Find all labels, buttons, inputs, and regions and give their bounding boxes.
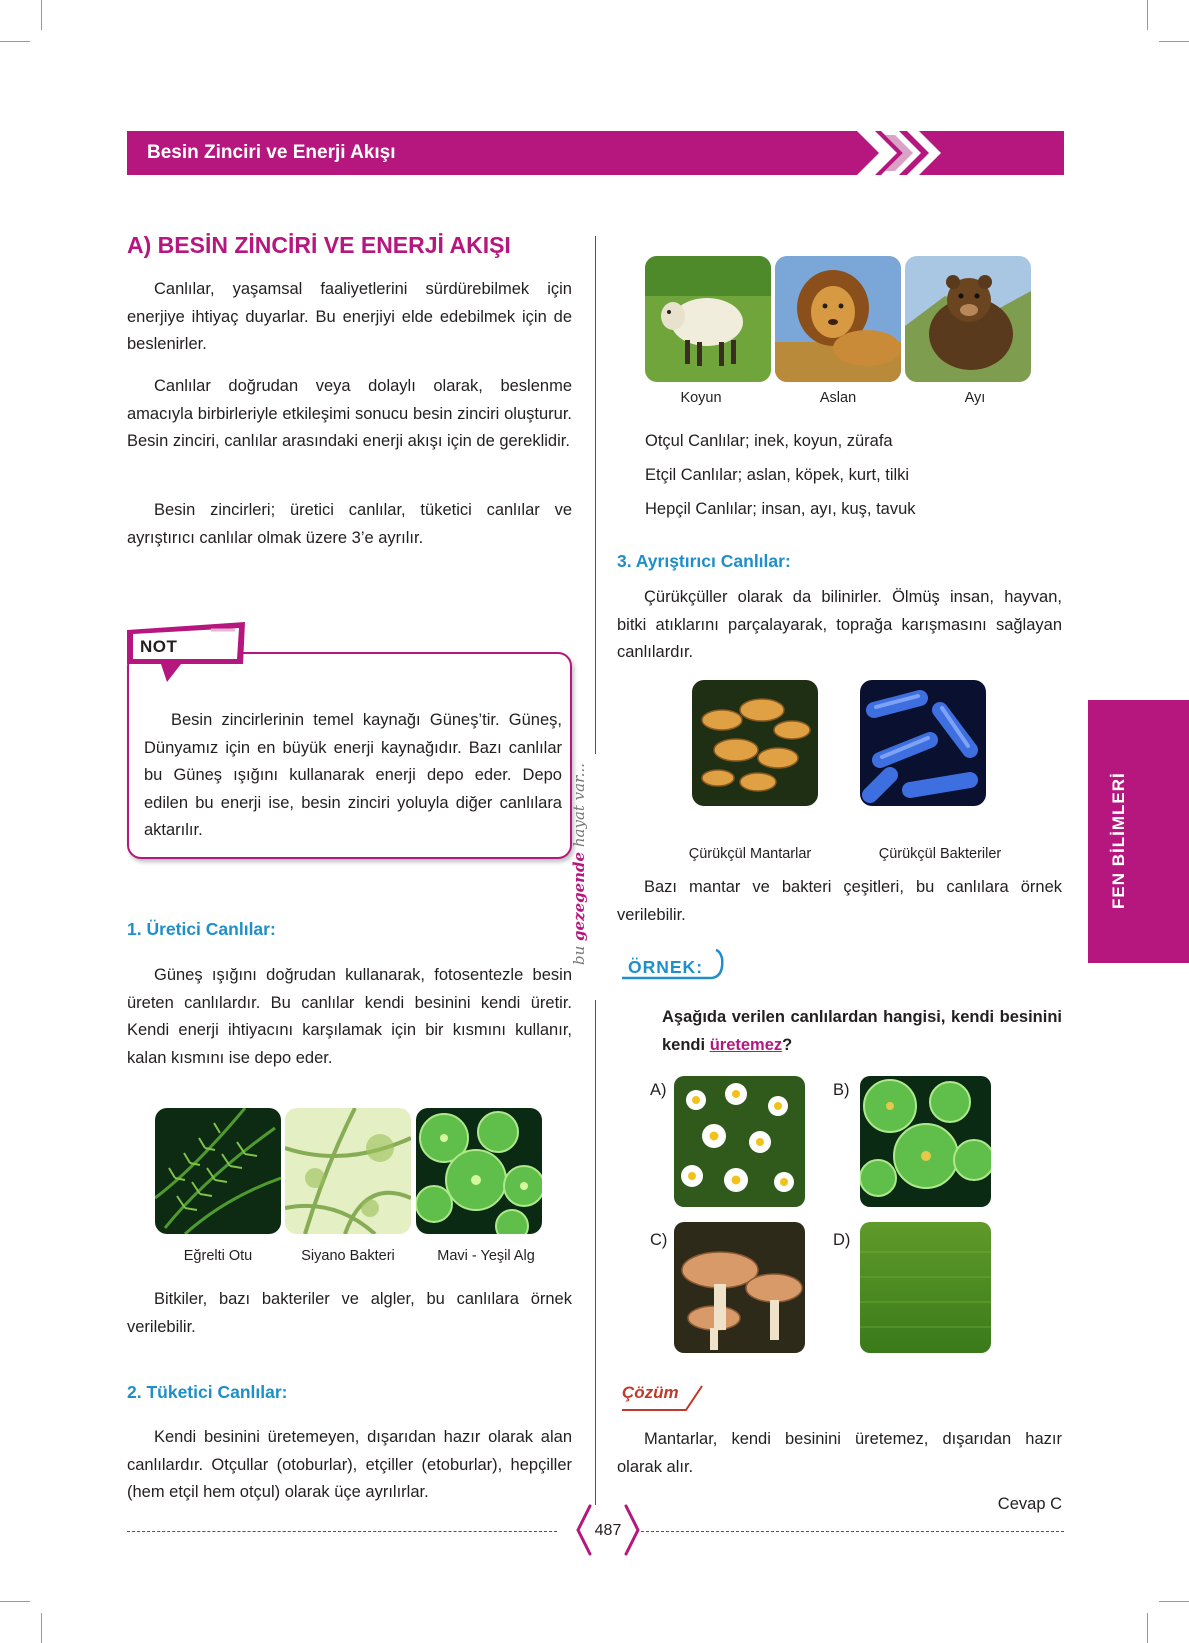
green-algae-option-image (860, 1076, 991, 1207)
consumers-title: 2. Tüketici Canlılar: (127, 1382, 288, 1402)
decomposers-title: 3. Ayrıştırıcı Canlılar: (617, 551, 791, 571)
fern-image (155, 1108, 281, 1234)
image-caption: Aslan (819, 390, 857, 406)
side-tab-label: FEN BİLİMLERİ (1109, 772, 1128, 909)
mushroom-option-image (674, 1222, 805, 1353)
option-label: C) (650, 1231, 668, 1249)
solution-label: Çözüm (622, 1383, 679, 1402)
grass-image (860, 1222, 991, 1353)
intro-paragraph: Canlılar, yaşamsal faaliyetlerini sürdürebilmek için enerjiye ihtiyaç duyarlar. Bu enerjiyi elde edebilmek için de beslenirler. (127, 280, 572, 353)
example-question: Aşağıda verilen canlılardan hangisi, kendi besinini kendi üretemez? (662, 1008, 1062, 1054)
producers-text: Güneş ışığını doğrudan kullanarak, fotosentezle besin üreten canlılardır. Bu canlılar kendi besinini kendi üretir. Kendi enerji ihtiyacını karşılamak için bir kısmını kullanır, kalan kısmını ise depo eder. (127, 966, 572, 1067)
option-label: D) (833, 1231, 851, 1249)
producers-example: Bitkiler, bazı bakteriler ve algler, bu canlılara örnek verilebilir. (127, 1290, 572, 1336)
sheep-image (645, 256, 771, 382)
header-title: Besin Zinciri ve Enerji Akışı (147, 142, 396, 163)
crop-mark (1147, 0, 1148, 30)
decomposers-example: Bazı mantar ve bakteri çeşitleri, bu canlılara örnek verilebilir. (617, 878, 1062, 924)
side-tab (1088, 700, 1189, 963)
crop-mark (0, 41, 30, 42)
producers-title: 1. Üretici Canlılar: (127, 919, 276, 939)
consumer-type-line: Etçil Canlılar; aslan, köpek, kurt, tilki (645, 466, 910, 484)
image-caption: Çürükçül Mantarlar (688, 846, 812, 862)
crop-mark (1147, 1613, 1148, 1643)
page-number: 487 (594, 1522, 622, 1539)
option-label: A) (650, 1081, 667, 1099)
image-caption: Koyun (680, 390, 722, 406)
footer-divider (127, 1531, 557, 1532)
bear-image (905, 256, 1031, 382)
intro-paragraph: Canlılar doğrudan veya dolaylı olarak, beslenme amacıyla birbirleriyle etkileşimi sonucu besin zinciri oluşturur. Besin zinciri, canlılar arasındaki enerji akışı için de gereklidir. (127, 377, 572, 450)
image-caption: Ayı (964, 390, 986, 406)
daisies-image (674, 1076, 805, 1207)
note-text: Besin zincirlerinin temel kaynağı Güneş’tir. Güneş, Dünyamız için en büyük enerji kaynağıdır. Bazı canlılar bu Güneş ışığını kullanarak enerji depo eder. Depo edilen bu enerji ise, besin zinciri yoluyla diğer canlılara aktarılır. (144, 711, 562, 839)
mushrooms-image (692, 680, 818, 806)
crop-mark (41, 0, 42, 30)
slogan: bu gezegende hayat var... (570, 763, 588, 965)
decomposers-text: Çürükçüller olarak da bilinirler. Ölmüş insan, hayvan, bitki atıklarını parçalayarak, toprağa karışmasını sağlayan canlılardır. (617, 588, 1062, 661)
header-bar (127, 131, 1064, 175)
green-algae-image (416, 1108, 542, 1234)
lion-image (775, 256, 901, 382)
bacteria-image (860, 680, 986, 806)
chevron-right-icon (857, 131, 947, 175)
solution-text: Mantarlar, kendi besinini üretemez, dışarıdan hazır olarak alır. (617, 1430, 1062, 1476)
footer-divider (636, 1531, 1064, 1532)
note-tab (127, 622, 247, 696)
note-label: NOT (140, 637, 178, 656)
column-divider (595, 1000, 596, 1505)
example-label: ÖRNEK: (628, 957, 704, 977)
image-caption: Çürükçül Bakteriler (878, 846, 1002, 862)
consumer-type-line: Hepçil Canlılar; insan, ayı, kuş, tavuk (645, 500, 916, 518)
crop-mark (0, 1601, 30, 1602)
image-caption: Siyano Bakteri (301, 1248, 395, 1264)
answer: Cevap C (997, 1495, 1062, 1513)
image-caption: Eğrelti Otu (183, 1248, 253, 1264)
crop-mark (1159, 1601, 1189, 1602)
consumer-type-line: Otçul Canlılar; inek, koyun, zürafa (645, 432, 893, 450)
column-divider (595, 236, 596, 754)
crop-mark (41, 1613, 42, 1643)
option-label: B) (833, 1081, 850, 1099)
cyanobacteria-image (285, 1108, 411, 1234)
consumers-text: Kendi besinini üretemeyen, dışarıdan hazır olarak alan canlılardır. Otçullar (otoburlar), etçiller (etoburlar), hepçiller (hem etçil hem otçul) olarak üçe ayrılırlar. (127, 1428, 572, 1501)
crop-mark (1159, 41, 1189, 42)
image-caption: Mavi - Yeşil Alg (437, 1248, 535, 1264)
section-title: A) BESİN ZİNCİRİ VE ENERJİ AKIŞI (127, 232, 511, 258)
intro-paragraph: Besin zincirleri; üretici canlılar, tüketici canlılar ve ayrıştırıcı canlılar olmak üzere 3’e ayrılır. (127, 501, 572, 547)
